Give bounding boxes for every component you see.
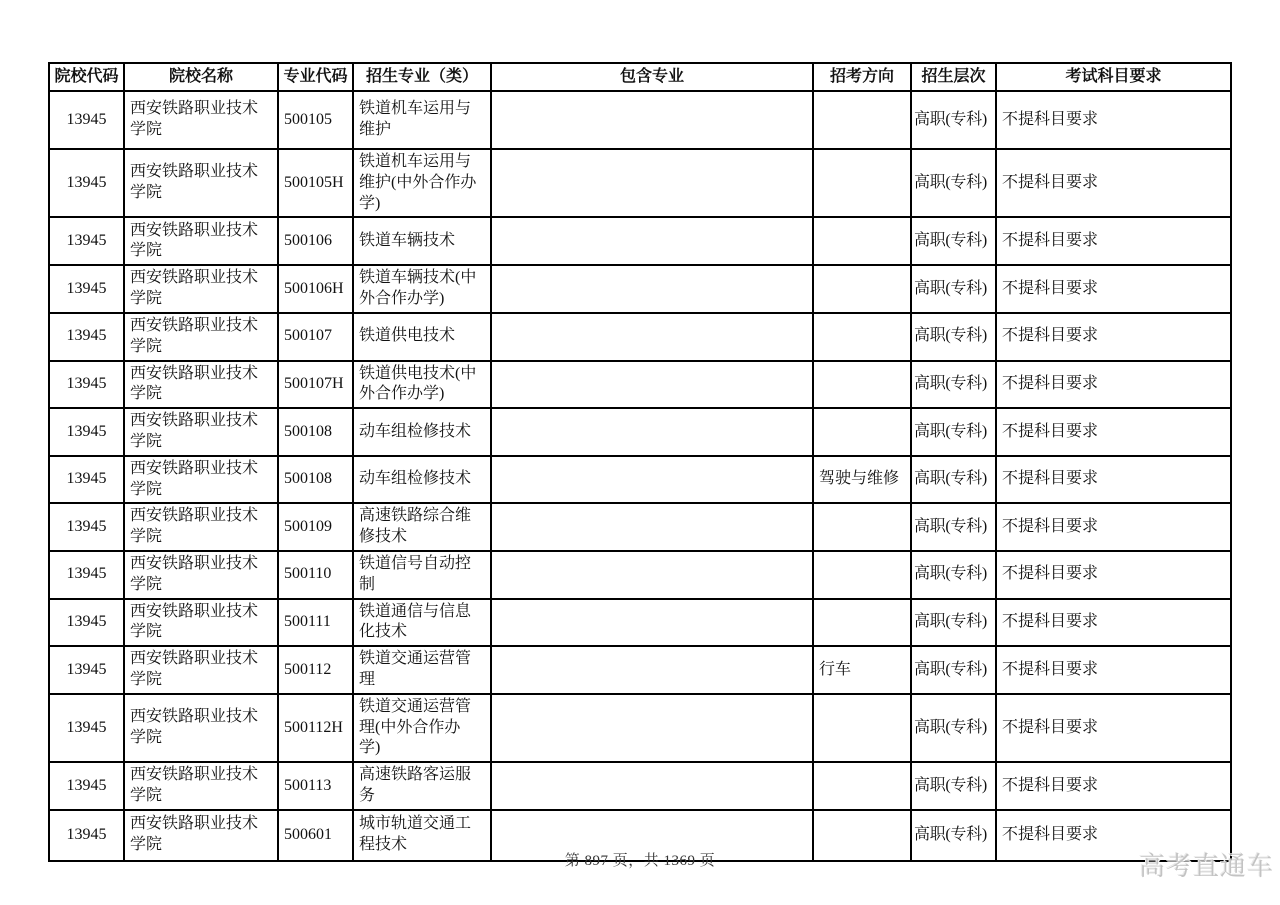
table-cell bbox=[813, 313, 911, 361]
table-cell: 高职(专科) bbox=[911, 551, 996, 599]
table-cell: 西安铁路职业技术学院 bbox=[124, 217, 278, 265]
table-cell: 13945 bbox=[49, 91, 124, 149]
table-row bbox=[49, 361, 1231, 409]
table-cell bbox=[813, 361, 911, 409]
table-cell: 13945 bbox=[49, 265, 124, 313]
table-cell: 高职(专科) bbox=[911, 503, 996, 551]
column-header: 专业代码 bbox=[278, 63, 353, 91]
table-row bbox=[49, 646, 1231, 694]
table-cell: 500111 bbox=[278, 599, 353, 647]
table-cell: 高职(专科) bbox=[911, 810, 996, 861]
table-row bbox=[49, 408, 1231, 456]
table-cell bbox=[491, 762, 813, 810]
table-cell: 高职(专科) bbox=[911, 694, 996, 762]
page-number-indicator: 第 897 页，共 1369 页 bbox=[564, 853, 716, 869]
table-cell: 铁道车辆技术 bbox=[353, 217, 491, 265]
table-cell bbox=[491, 313, 813, 361]
table-cell: 500113 bbox=[278, 762, 353, 810]
table-cell: 西安铁路职业技术学院 bbox=[124, 810, 278, 861]
table-cell: 500112 bbox=[278, 646, 353, 694]
column-header: 考试科目要求 bbox=[996, 63, 1231, 91]
table-cell: 铁道通信与信息化技术 bbox=[353, 599, 491, 647]
table-cell: 高职(专科) bbox=[911, 599, 996, 647]
table-cell: 铁道供电技术 bbox=[353, 313, 491, 361]
table-cell bbox=[491, 456, 813, 504]
table-cell: 西安铁路职业技术学院 bbox=[124, 551, 278, 599]
table-row bbox=[49, 762, 1231, 810]
column-header: 招考方向 bbox=[813, 63, 911, 91]
table-cell: 13945 bbox=[49, 646, 124, 694]
table-cell: 高职(专科) bbox=[911, 265, 996, 313]
table-cell: 500112H bbox=[278, 694, 353, 762]
table-cell: 铁道信号自动控制 bbox=[353, 551, 491, 599]
table-cell: 西安铁路职业技术学院 bbox=[124, 91, 278, 149]
table-cell: 500105 bbox=[278, 91, 353, 149]
table-cell: 500106 bbox=[278, 217, 353, 265]
table-cell bbox=[813, 217, 911, 265]
table-cell bbox=[813, 503, 911, 551]
table-cell: 高职(专科) bbox=[911, 149, 996, 217]
table-cell: 不提科目要求 bbox=[996, 361, 1231, 409]
table-row bbox=[49, 503, 1231, 551]
table-cell bbox=[491, 361, 813, 409]
table-cell bbox=[491, 694, 813, 762]
table-cell: 不提科目要求 bbox=[996, 265, 1231, 313]
table-cell: 13945 bbox=[49, 599, 124, 647]
table-cell bbox=[813, 599, 911, 647]
table-cell: 500107 bbox=[278, 313, 353, 361]
table-cell: 不提科目要求 bbox=[996, 408, 1231, 456]
column-header: 招生专业（类） bbox=[353, 63, 491, 91]
table-row bbox=[49, 599, 1231, 647]
table-cell: 不提科目要求 bbox=[996, 694, 1231, 762]
table-cell bbox=[813, 265, 911, 313]
table-cell: 城市轨道交通工程技术 bbox=[353, 810, 491, 861]
table-cell: 驾驶与维修 bbox=[813, 456, 911, 504]
table-cell bbox=[813, 149, 911, 217]
table-cell: 西安铁路职业技术学院 bbox=[124, 313, 278, 361]
table-cell: 不提科目要求 bbox=[996, 217, 1231, 265]
table-cell: 高职(专科) bbox=[911, 456, 996, 504]
table-cell: 500105H bbox=[278, 149, 353, 217]
table-cell: 500109 bbox=[278, 503, 353, 551]
watermark-text: 高考直通车 bbox=[1138, 852, 1274, 881]
table-cell: 不提科目要求 bbox=[996, 456, 1231, 504]
table-cell: 500107H bbox=[278, 361, 353, 409]
column-header: 院校代码 bbox=[49, 63, 124, 91]
table-row bbox=[49, 149, 1231, 217]
table-cell: 铁道供电技术(中外合作办学) bbox=[353, 361, 491, 409]
table-cell: 铁道车辆技术(中外合作办学) bbox=[353, 265, 491, 313]
table-cell: 铁道机车运用与维护 bbox=[353, 91, 491, 149]
table-cell: 13945 bbox=[49, 313, 124, 361]
column-header: 包含专业 bbox=[491, 63, 813, 91]
table-cell: 13945 bbox=[49, 456, 124, 504]
table-cell: 动车组检修技术 bbox=[353, 408, 491, 456]
table-cell: 高速铁路客运服务 bbox=[353, 762, 491, 810]
table-cell: 西安铁路职业技术学院 bbox=[124, 694, 278, 762]
table-cell: 高职(专科) bbox=[911, 217, 996, 265]
table-cell: 西安铁路职业技术学院 bbox=[124, 361, 278, 409]
table-cell: 西安铁路职业技术学院 bbox=[124, 646, 278, 694]
table-cell: 不提科目要求 bbox=[996, 551, 1231, 599]
table-row bbox=[49, 217, 1231, 265]
admission-plan-table bbox=[48, 62, 1232, 862]
table-cell bbox=[491, 149, 813, 217]
table-cell bbox=[813, 762, 911, 810]
table-row bbox=[49, 91, 1231, 149]
table-cell: 500106H bbox=[278, 265, 353, 313]
table-cell: 不提科目要求 bbox=[996, 149, 1231, 217]
table-cell bbox=[491, 408, 813, 456]
table-cell: 不提科目要求 bbox=[996, 762, 1231, 810]
column-header: 院校名称 bbox=[124, 63, 278, 91]
table-cell: 13945 bbox=[49, 149, 124, 217]
table-row bbox=[49, 313, 1231, 361]
table-cell: 不提科目要求 bbox=[996, 313, 1231, 361]
table-cell: 西安铁路职业技术学院 bbox=[124, 762, 278, 810]
table-cell: 高职(专科) bbox=[911, 91, 996, 149]
table-cell: 不提科目要求 bbox=[996, 646, 1231, 694]
table-cell: 西安铁路职业技术学院 bbox=[124, 265, 278, 313]
table-cell: 500601 bbox=[278, 810, 353, 861]
table-row bbox=[49, 456, 1231, 504]
table-cell bbox=[491, 646, 813, 694]
table-cell: 高职(专科) bbox=[911, 762, 996, 810]
table-cell bbox=[491, 217, 813, 265]
table-cell: 500110 bbox=[278, 551, 353, 599]
table-row bbox=[49, 551, 1231, 599]
table-cell: 13945 bbox=[49, 810, 124, 861]
table-cell: 13945 bbox=[49, 503, 124, 551]
table-cell: 不提科目要求 bbox=[996, 503, 1231, 551]
table-cell: 高职(专科) bbox=[911, 646, 996, 694]
table-cell: 13945 bbox=[49, 361, 124, 409]
table-cell: 西安铁路职业技术学院 bbox=[124, 408, 278, 456]
table-cell: 西安铁路职业技术学院 bbox=[124, 599, 278, 647]
table-cell: 不提科目要求 bbox=[996, 599, 1231, 647]
table-cell: 西安铁路职业技术学院 bbox=[124, 456, 278, 504]
table-cell bbox=[813, 551, 911, 599]
table-cell: 高职(专科) bbox=[911, 313, 996, 361]
table-cell: 13945 bbox=[49, 551, 124, 599]
table-cell bbox=[491, 265, 813, 313]
table-cell: 13945 bbox=[49, 408, 124, 456]
table-cell: 行车 bbox=[813, 646, 911, 694]
table-cell: 高职(专科) bbox=[911, 361, 996, 409]
table-cell: 高速铁路综合维修技术 bbox=[353, 503, 491, 551]
table-cell bbox=[813, 694, 911, 762]
table-cell bbox=[491, 503, 813, 551]
table-cell: 西安铁路职业技术学院 bbox=[124, 149, 278, 217]
table-cell bbox=[813, 91, 911, 149]
table-cell: 500108 bbox=[278, 456, 353, 504]
table-cell: 动车组检修技术 bbox=[353, 456, 491, 504]
table-cell: 铁道交通运营管理 bbox=[353, 646, 491, 694]
table-cell bbox=[491, 91, 813, 149]
table-cell bbox=[813, 408, 911, 456]
table-cell: 西安铁路职业技术学院 bbox=[124, 503, 278, 551]
column-header: 招生层次 bbox=[911, 63, 996, 91]
table-cell: 13945 bbox=[49, 694, 124, 762]
table-cell: 13945 bbox=[49, 762, 124, 810]
table-header-row bbox=[49, 63, 1231, 91]
table-cell: 不提科目要求 bbox=[996, 91, 1231, 149]
table-cell bbox=[491, 599, 813, 647]
table-cell bbox=[491, 551, 813, 599]
table-cell: 500108 bbox=[278, 408, 353, 456]
table-cell: 不提科目要求 bbox=[996, 810, 1231, 861]
table-cell: 铁道交通运营管理(中外合作办学) bbox=[353, 694, 491, 762]
table-cell: 13945 bbox=[49, 217, 124, 265]
table-row bbox=[49, 694, 1231, 762]
table-row bbox=[49, 265, 1231, 313]
table-cell: 铁道机车运用与维护(中外合作办学) bbox=[353, 149, 491, 217]
table-cell: 高职(专科) bbox=[911, 408, 996, 456]
